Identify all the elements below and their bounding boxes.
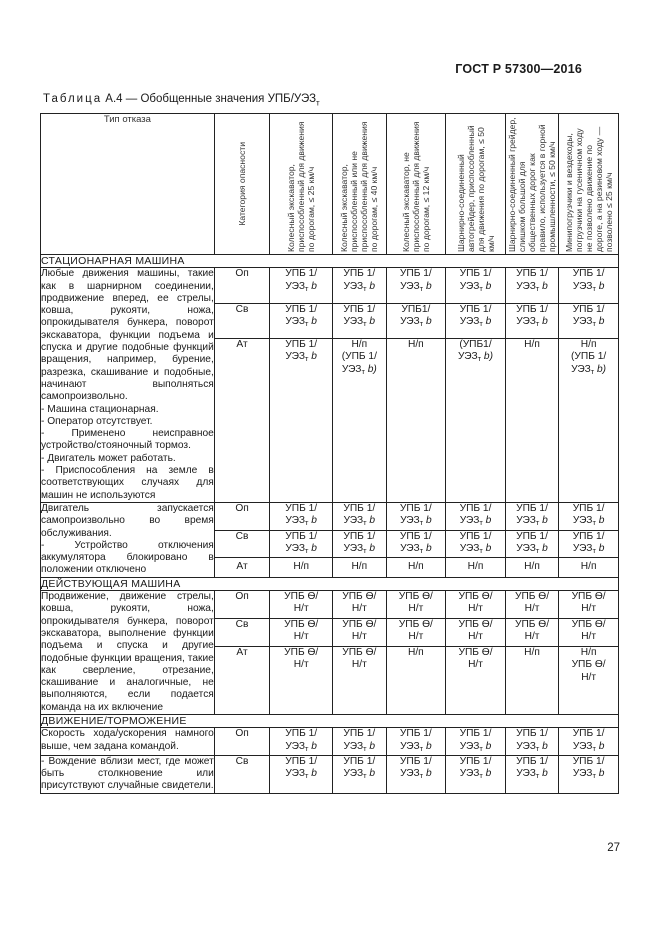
table-row [41,728,619,756]
category-cell: Св [214,530,269,558]
value-cell: УПБ 1/ УЭЗт b [386,728,446,756]
value-cell: УПБ Ѳ/ Н/т [386,591,446,619]
failure-description: - Вождение вблизи мест, где может быть столкновение или присутствуют случайные свидетели. [41,755,214,792]
value-cell: Н/п [386,646,446,714]
table-row [41,591,619,619]
value-cell: УПБ 1/ УЭЗт b [386,755,446,793]
value-cell: УПБ Ѳ/ Н/т [386,619,446,647]
value-cell: УПБ Ѳ/ Н/т [333,591,386,619]
value-cell: УПБ 1/ УЭЗт b [505,755,558,793]
value-cell: УПБ 1/ УЭЗт b [559,728,619,756]
value-cell: УПБ 1/ УЭЗт b [559,530,619,558]
value-cell: УПБ1/ УЭЗт b [386,303,446,338]
value-cell: УПБ Ѳ/ Н/т [559,619,619,647]
value-cell: УПБ 1/ УЭЗт b [270,268,333,303]
category-cell: Ат [214,646,269,714]
value-cell: УПБ 1/ УЭЗт b [270,338,333,502]
value-cell: УПБ 1/ УЭЗт b [505,268,558,303]
section-motion-braking: ДВИЖЕНИЕ/ТОРМОЖЕНИЕ [41,714,619,727]
value-cell: УПБ 1/ УЭЗт b [505,303,558,338]
value-cell: УПБ Ѳ/ Н/т [333,619,386,647]
category-cell: Оп [214,728,269,756]
category-cell: Оп [214,502,269,530]
value-cell: УПБ 1/ УЭЗт b [386,268,446,303]
category-cell: Оп [214,268,269,303]
table-row [41,502,619,530]
header-row [41,114,619,255]
value-cell: Н/п (УПБ 1/ УЭЗт b) [559,338,619,502]
value-cell: УПБ Ѳ/ Н/т [446,591,506,619]
value-cell: Н/п [505,558,558,577]
value-cell: УПБ Ѳ/ Н/т [270,619,333,647]
value-cell: УПБ Ѳ/ Н/т [505,619,558,647]
value-cell: (УПБ1/ УЭЗт b) [446,338,506,502]
failure-description: Любые движения машины, такие как в шарнирном соединении, продвижение вперед, ее стрелы, ковша, рукояти, ножа, опрокидывателя бункера, поворот экскаватора, функции подъема и спуска и другие подобные функций вращения, например, бурение, разрезка, скашивание и подобные, начинают выполняться самопроизвольно. - Машина стационарная. - Оператор отсутствует. - Применено неисправное устройство/стояночный тормоз. - Двигатель может работать. - Приспособления на земле в соответствующих случаях для машин не используются [41,268,214,501]
value-cell: УПБ 1/ УЭЗт b [446,530,506,558]
value-cell: УПБ 1/ УЭЗт b [333,502,386,530]
value-cell: УПБ Ѳ/ Н/т [270,591,333,619]
table-row [41,268,619,303]
category-cell: Св [214,303,269,338]
category-cell: Св [214,755,269,793]
category-cell: Ат [214,338,269,502]
value-cell: УПБ 1/ УЭЗт b [505,728,558,756]
value-cell: УПБ 1/ УЭЗт b [333,530,386,558]
value-cell: Н/п [446,558,506,577]
value-cell: Н/п [386,558,446,577]
header-col-2: Колесный экскаватор, приспособленный или не приспособленный для движения по дорогам, ≤ 40 км/ч [333,114,386,255]
header-col-4: Шарнирно-соединенный автогрейдер, приспособленный для движения по дорогам, ≤ 50 км/ч [446,114,506,255]
value-cell: Н/п [505,646,558,714]
value-cell: Н/п [559,558,619,577]
failure-description: Продвижение, движение стрелы, ковша, рукояти, ножа, опрокидывателя бункера, поворот экскаватора, выполнение функции подъема и спуска и другие подобные функции вращения, такие как сверление, отрезание, скашивание и аналогичные, не выполняются, если подается команда на их включение [41,591,214,713]
value-cell: УПБ 1/ УЭЗт b [270,303,333,338]
category-cell: Ат [214,558,269,577]
header-col-1: Колесный экскаватор, приспособленный для движения по дорогам, ≤ 25 км/ч [270,114,333,255]
header-col-3: Колесный экскаватор, не приспособленный для движения по дорогам, ≤ 12 км/ч [386,114,446,255]
value-cell: УПБ 1/ УЭЗт b [386,502,446,530]
value-cell: УПБ 1/ УЭЗт b [270,502,333,530]
value-cell: УПБ 1/ УЭЗт b [505,502,558,530]
value-cell: УПБ Ѳ/ Н/т [559,591,619,619]
header-col-5: Шарнирно-соединенный грейдер, слишком большой для общественных дорог как правило, используется в горной промышленности, ≤ 50 км/ч [505,114,558,255]
header-hazard-category: Категория опасности [214,114,269,255]
value-cell: УПБ 1/ УЭЗт b [446,755,506,793]
value-cell: УПБ Ѳ/ Н/т [446,619,506,647]
table-row [41,755,619,793]
value-cell: УПБ 1/ УЭЗт b [446,728,506,756]
value-cell: Н/п [270,558,333,577]
header-col-6: Минипогрузчики и вездеходы, погрузчики на гусеничном ходу не позволено движение по дороге, а на резиновом ходу — позволено ≤ 25 км/ч [559,114,619,255]
value-cell: УПБ 1/ УЭЗт b [333,728,386,756]
value-cell: Н/п (УПБ 1/ УЭЗт b) [333,338,386,502]
value-cell: Н/п [333,558,386,577]
table-caption: Таблица А.4 — Обобщенные значения УПБ/$УЭЗ_т$ [43,93,320,108]
value-cell: УПБ 1/ УЭЗт b [333,303,386,338]
value-cell: УПБ 1/ УЭЗт b [270,755,333,793]
section-stationary: СТАЦИОНАРНАЯ МАШИНА [41,255,619,268]
value-cell: УПБ 1/ УЭЗт b [446,303,506,338]
failure-description: Двигатель запускается самопроизвольно во время обслуживания. - Устройство отключения аккумулятора блокировано в положении отключено [41,502,214,576]
failure-description: Скорость хода/ускорения намного выше, чем задана командой. [41,728,215,756]
value-cell: Н/п [386,338,446,502]
value-cell: УПБ Ѳ/ Н/т [446,646,506,714]
page-number: 27 [607,842,620,854]
value-cell: УПБ 1/ УЭЗт b [446,268,506,303]
value-cell: УПБ Ѳ/ Н/т [505,591,558,619]
category-cell: Св [214,619,269,647]
value-cell: УПБ 1/ УЭЗт b [270,530,333,558]
value-cell: УПБ Ѳ/ Н/т [333,646,386,714]
value-cell: УПБ 1/ УЭЗт b [386,530,446,558]
document-standard-header: ГОСТ Р 57300—2016 [455,62,582,76]
value-cell: УПБ 1/ УЭЗт b [333,268,386,303]
value-cell: УПБ 1/ УЭЗт b [559,755,619,793]
value-cell: УПБ 1/ УЭЗт b [446,502,506,530]
data-table [40,113,619,794]
value-cell: УПБ 1/ УЭЗт b [559,502,619,530]
value-cell: УПБ 1/ УЭЗт b [270,728,333,756]
value-cell: УПБ 1/ УЭЗт b [559,303,619,338]
value-cell: Н/п УПБ Ѳ/ Н/т [559,646,619,714]
header-failure-type: Тип отказа [41,114,215,255]
value-cell: УПБ 1/ УЭЗт b [559,268,619,303]
value-cell: УПБ 1/ УЭЗт b [333,755,386,793]
value-cell: Н/п [505,338,558,502]
value-cell: УПБ Ѳ/ Н/т [270,646,333,714]
section-operating: ДЕЙСТВУЮЩАЯ МАШИНА [41,577,619,590]
category-cell: Оп [214,591,269,619]
value-cell: УПБ 1/ УЭЗт b [505,530,558,558]
